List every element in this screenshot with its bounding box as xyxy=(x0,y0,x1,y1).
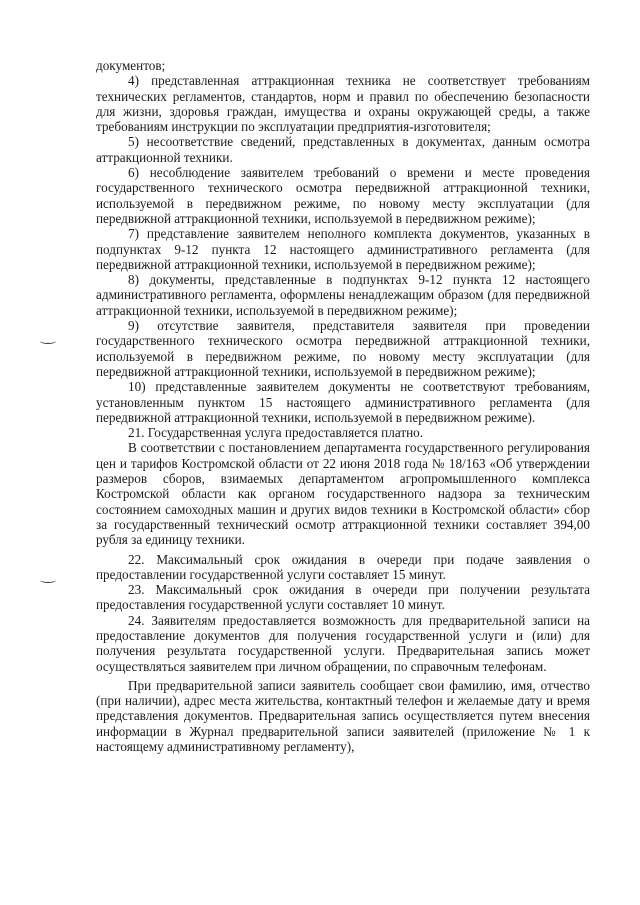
paragraph-fee: В соответствии с постановлением департамента государственного регулирования цен и тарифов Костромской области от 22 июня 2018 года № 18/163 «Об утверждении размеров сборов, взимаемых департаментом агропромышленного комплекса Костромской области как органом государственного надзора за техническим состоянием самоходных машин и других видов техники в Костромской области» сбор за государственный технический осмотр аттракционной техники составляет 394,00 рубля за единицу техники. xyxy=(96,440,590,548)
paragraph-23: 23. Максимальный срок ожидания в очереди при получении результата предоставления государственной услуги составляет 10 минут. xyxy=(96,582,590,613)
paragraph-item-10: 10) представленные заявителем документы не соответствуют требованиям, установленным пунктом 15 настоящего административного регламента (для передвижной аттракционной техники, используемой в передвижном режиме). xyxy=(96,379,590,425)
paragraph-21: 21. Государственная услуга предоставляется платно. xyxy=(128,425,424,441)
paragraph-24: 24. Заявителям предоставляется возможность для предварительной записи на предоставление документов для получения государственной услуги и (или) для получения результата государственной услуги. Предварительная запись может осуществляться заявителем при личном обращении, по справочным телефонам. xyxy=(96,612,590,674)
paragraph-continuation: документов; xyxy=(96,58,166,73)
paragraph-preregistration: При предварительной записи заявитель сообщает свои фамилию, имя, отчество (при наличии), адрес места жительства, контактный телефон и желаемые дату и время представления документов. Предварительная запись осуществляется путем внесения информации в Журнал предварительной записи заявителей (приложение № 1 к настоящему административному регламенту), xyxy=(96,677,590,755)
paragraph-item-4: 4) представленная аттракционная техника не соответствует требованиям технических регламентов, стандартов, норм и правил по обеспечению безопасности для жизни, здоровья граждан, имущества и охраны окружающей среды, а также требованиям инструкции по эксплуатации предприятия-изготовителя; xyxy=(96,73,590,135)
paragraph-22: 22. Максимальный срок ожидания в очереди при подаче заявления о предоставлении государственной услуги составляет 15 минут. xyxy=(96,551,590,582)
paragraph-item-6: 6) несоблюдение заявителем требований о времени и месте проведения государственного технического осмотра передвижной аттракционной техники, используемой в передвижном режиме, по новому месту эксплуатации (для передвижной аттракционной техники, используемой в передвижном режиме); xyxy=(96,165,590,226)
punch-hole-mark xyxy=(40,577,56,583)
paragraph-item-5: 5) несоответствие сведений, представленных в документах, данным осмотра аттракционной техники. xyxy=(96,134,590,165)
paragraph-item-7: 7) представление заявителем неполного комплекта документов, указанных в подпунктах 9-12 пункта 12 настоящего административного регламента (для передвижной аттракционной техники, используемой в передвижном режиме); xyxy=(96,226,590,272)
paragraph-item-9: 9) отсутствие заявителя, представителя заявителя при проведении государственного технического осмотра передвижной аттракционной техники, используемой в передвижном режиме, по новому месту эксплуатации (для передвижной аттракционной техники, используемой в передвижном режиме); xyxy=(96,318,590,379)
punch-hole-mark xyxy=(40,338,56,344)
paragraph-item-8: 8) документы, представленные в подпунктах 9-12 пункта 12 настоящего административного регламента, оформлены ненадлежащим образом (для передвижной аттракционной техники, используемой в передвижном режиме); xyxy=(96,272,590,318)
document-body xyxy=(96,58,590,754)
